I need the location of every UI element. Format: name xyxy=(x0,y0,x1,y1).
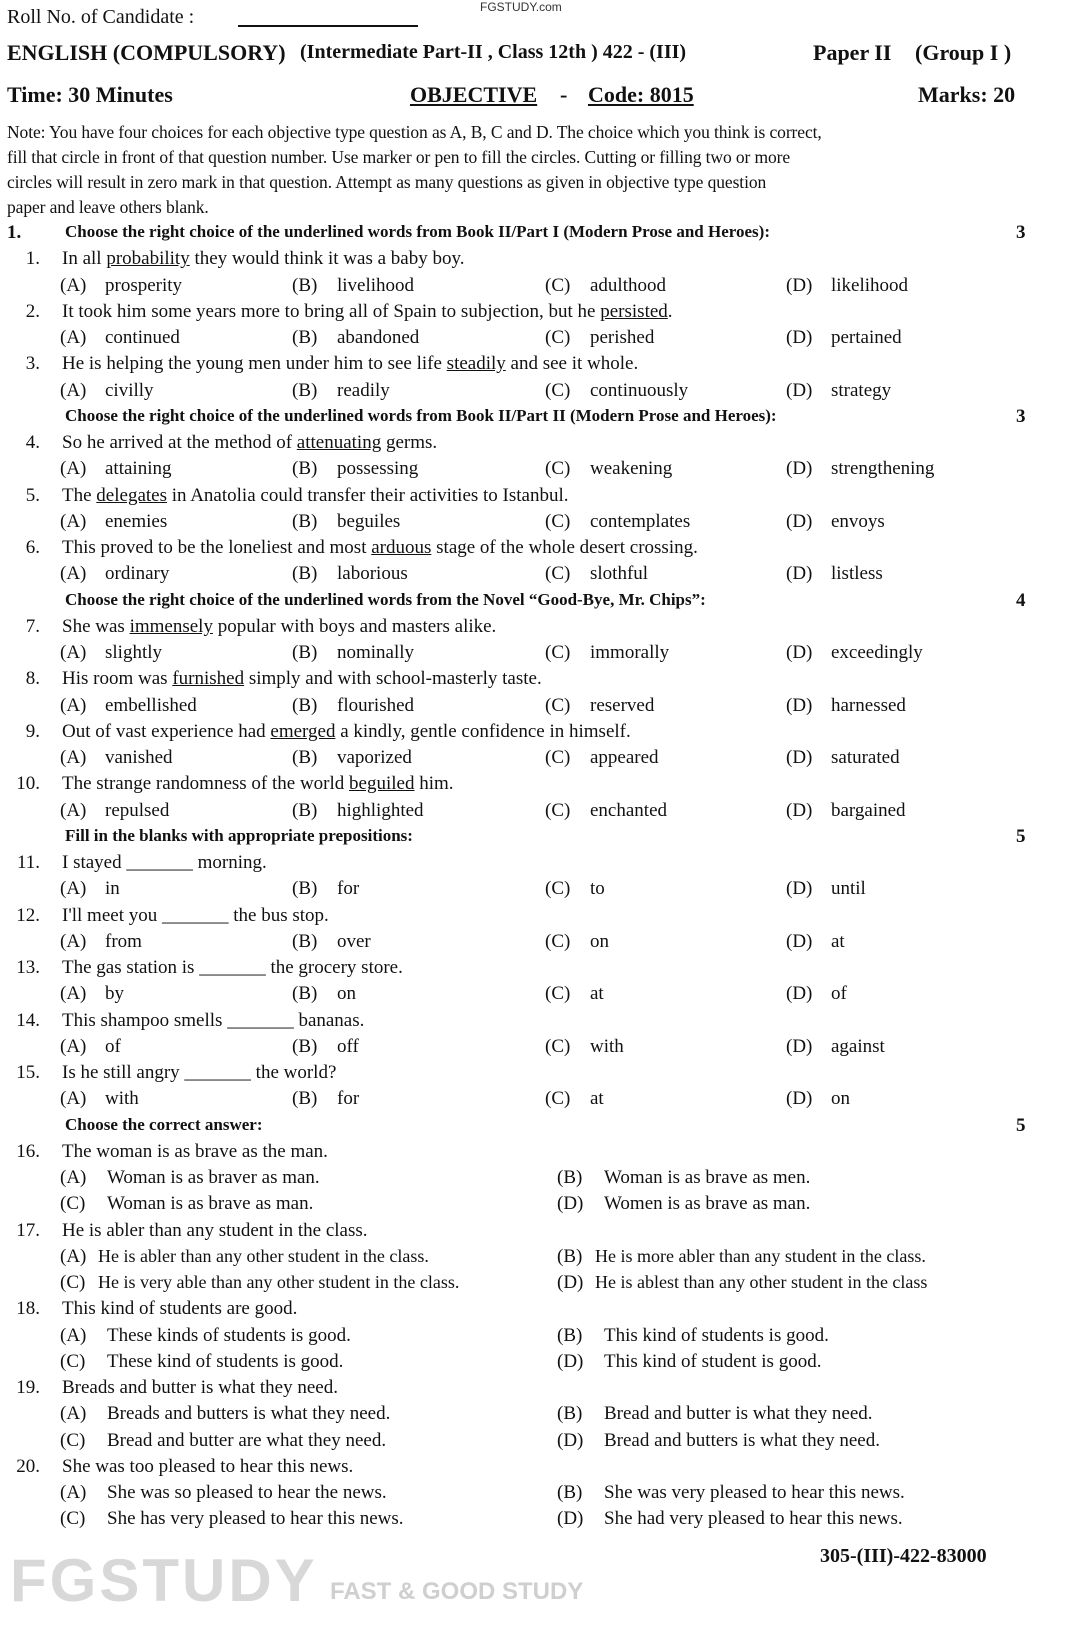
option-label[interactable]: (C) xyxy=(60,1272,86,1293)
option-label[interactable]: (A) xyxy=(60,1482,87,1503)
option-text[interactable]: Woman is as brave as men. xyxy=(604,1167,811,1188)
option-label[interactable]: (B) xyxy=(292,327,318,348)
roll-number-label: Roll No. of Candidate : xyxy=(7,6,195,28)
group-label: (Group I ) xyxy=(915,40,1012,65)
option-text[interactable]: against xyxy=(831,1035,885,1057)
question-text xyxy=(62,1141,328,1163)
option-label[interactable]: (B) xyxy=(292,458,318,480)
question-text-part: The strange randomness of the world xyxy=(62,773,350,795)
option-label[interactable]: (C) xyxy=(545,642,571,663)
paper-code: Code: 8015 xyxy=(588,82,694,107)
question-text xyxy=(62,248,464,270)
option-label[interactable]: (D) xyxy=(786,274,813,296)
question-text-part: This proved to be the loneliest and most xyxy=(62,537,372,558)
option-label[interactable]: (B) xyxy=(292,799,318,821)
level-info: (Intermediate Part-II , Class 12th ) 422 - (III) xyxy=(300,41,687,63)
question-text-part: and see it whole. xyxy=(505,353,639,375)
option-text[interactable]: She has very pleased to hear this news. xyxy=(107,1508,404,1530)
question-text-part: This kind of students are good. xyxy=(62,1298,298,1320)
option-text[interactable]: Bread and butter are what they need. xyxy=(107,1429,387,1451)
question-text xyxy=(62,537,698,559)
underlined-word: arduous xyxy=(371,537,432,558)
question-text xyxy=(62,616,496,638)
option-label[interactable]: (A) xyxy=(60,274,87,296)
option-label[interactable]: (C) xyxy=(545,510,571,532)
option-text[interactable]: laborious xyxy=(337,563,408,585)
underlined-word: immensely xyxy=(129,615,213,637)
question-text-part: simply and with school-masterly taste. xyxy=(244,668,542,690)
option-text[interactable]: of xyxy=(105,1035,121,1057)
option-text[interactable]: by xyxy=(105,983,124,1005)
option-label[interactable]: (D) xyxy=(557,1350,584,1372)
underlined-word: furnished xyxy=(172,668,245,690)
option-text[interactable]: saturated xyxy=(831,747,900,768)
option-text[interactable]: appeared xyxy=(590,747,659,768)
option-label[interactable]: (B) xyxy=(292,983,318,1005)
question-text xyxy=(62,485,569,507)
question-text-part: So he arrived at the method of xyxy=(62,432,297,453)
question-text-part: This shampoo smells _______ bananas. xyxy=(62,1009,365,1031)
option-text[interactable]: continuously xyxy=(590,379,689,401)
option-text[interactable]: attaining xyxy=(105,458,172,480)
option-label[interactable]: (A) xyxy=(60,379,87,401)
underlined-word: delegates xyxy=(96,484,167,506)
option-text[interactable]: This kind of students is good. xyxy=(604,1324,829,1346)
question-number: 6. xyxy=(25,537,40,558)
question-text-part: Out of vast experience had xyxy=(62,720,271,742)
option-label[interactable]: (A) xyxy=(60,1403,87,1425)
option-text[interactable]: She was very pleased to hear this news. xyxy=(604,1482,905,1503)
option-text[interactable]: at xyxy=(831,930,845,952)
option-label[interactable]: (B) xyxy=(292,1035,318,1057)
question-number: 13. xyxy=(16,957,40,978)
option-text[interactable]: These kinds of students is good. xyxy=(107,1324,351,1346)
option-text[interactable]: He is abler than any other student in the class. xyxy=(98,1245,429,1266)
section-marks: 3 xyxy=(1016,405,1026,427)
underlined-word: probability xyxy=(106,248,190,270)
option-label[interactable]: (A) xyxy=(60,1245,87,1267)
question-number: 20. xyxy=(16,1455,40,1477)
option-label[interactable]: (A) xyxy=(60,1167,87,1188)
question-text-part: popular with boys and masters alike. xyxy=(212,615,497,637)
option-label[interactable]: (C) xyxy=(545,799,571,821)
question-number: 1. xyxy=(25,248,40,270)
question-text xyxy=(62,773,454,795)
question-text-part: Breads and butter is what they need. xyxy=(62,1377,338,1398)
option-text[interactable]: at xyxy=(590,983,604,1005)
question-text-part: He is abler than any student in the class. xyxy=(62,1219,368,1241)
note-line: Note: You have four choices for each objective type question as A, B, C and D. The choice which you think is correct, xyxy=(7,122,822,142)
underlined-word: steadily xyxy=(446,353,506,375)
question-text xyxy=(62,432,437,454)
option-text[interactable]: adulthood xyxy=(590,274,666,296)
option-text[interactable]: readily xyxy=(337,379,390,401)
option-text[interactable]: He is more abler than any student in the class. xyxy=(595,1245,926,1266)
option-text[interactable]: flourished xyxy=(337,694,415,716)
option-text[interactable]: Women is as brave as man. xyxy=(604,1193,811,1215)
option-text[interactable]: in xyxy=(105,878,120,900)
option-label[interactable]: (D) xyxy=(786,642,813,663)
option-label[interactable]: (C) xyxy=(545,747,571,768)
question-text-part: him. xyxy=(414,773,454,795)
option-text[interactable]: Woman is as brave as man. xyxy=(107,1193,314,1215)
option-label[interactable]: (D) xyxy=(786,510,813,532)
option-label[interactable]: (D) xyxy=(786,458,813,480)
option-text[interactable]: strengthening xyxy=(831,458,935,480)
option-text[interactable]: This kind of student is good. xyxy=(604,1350,822,1372)
question-text-part: The gas station is _______ the grocery store. xyxy=(62,957,403,978)
option-text[interactable]: enchanted xyxy=(590,799,668,821)
option-text[interactable]: for xyxy=(337,878,360,900)
option-text[interactable]: ordinary xyxy=(105,563,170,585)
option-text[interactable]: of xyxy=(831,983,847,1005)
question-text-part: . xyxy=(667,300,673,322)
paper-label: Paper II xyxy=(813,40,892,65)
option-label[interactable]: (B) xyxy=(292,274,318,296)
question-number: 16. xyxy=(16,1140,40,1162)
question-text-part: It took him some years more to bring all of Spain to subjection, but he xyxy=(62,300,601,322)
option-label[interactable]: (C) xyxy=(60,1429,86,1451)
option-label[interactable]: (A) xyxy=(60,930,87,952)
option-label[interactable]: (A) xyxy=(60,510,87,532)
question-text xyxy=(62,1010,364,1032)
section-heading: Choose the right choice of the underlined words from Book II/Part I (Modern Prose and Heroes): xyxy=(65,222,770,241)
option-text[interactable]: envoys xyxy=(831,510,885,532)
option-text[interactable]: at xyxy=(590,1088,604,1110)
question-text-part: The xyxy=(62,484,97,506)
option-text[interactable]: continued xyxy=(105,327,180,348)
option-label[interactable]: (A) xyxy=(60,878,87,900)
option-text[interactable]: contemplates xyxy=(590,510,691,532)
option-label[interactable]: (A) xyxy=(60,1324,87,1346)
objective-label: OBJECTIVE xyxy=(410,82,538,107)
section-number: 1. xyxy=(7,222,22,243)
question-text xyxy=(62,957,403,979)
option-text[interactable]: Bread and butter is what they need. xyxy=(604,1403,873,1425)
section-heading: Choose the right choice of the underlined words from Book II/Part II (Modern Prose and Heroes): xyxy=(65,405,777,425)
option-text[interactable]: livelihood xyxy=(337,274,415,296)
option-text[interactable]: with xyxy=(590,1035,624,1057)
option-label[interactable]: (B) xyxy=(292,747,318,768)
question-number: 12. xyxy=(16,904,40,926)
option-text[interactable]: Woman is as braver as man. xyxy=(107,1167,320,1188)
option-text[interactable]: on xyxy=(831,1088,850,1110)
option-text[interactable]: on xyxy=(590,930,609,952)
option-label[interactable]: (D) xyxy=(557,1508,584,1530)
option-label[interactable]: (D) xyxy=(786,1035,813,1057)
option-text[interactable]: strategy xyxy=(831,379,892,401)
option-label[interactable]: (A) xyxy=(60,642,87,663)
question-text-part: Is he still angry _______ the world? xyxy=(62,1062,337,1083)
option-label[interactable]: (B) xyxy=(557,1482,583,1503)
question-text-part: She was too pleased to hear this news. xyxy=(62,1455,354,1477)
option-label[interactable]: (D) xyxy=(786,327,813,348)
question-text-part: stage of the whole desert crossing. xyxy=(431,537,698,558)
option-text[interactable]: from xyxy=(105,930,142,952)
option-label[interactable]: (D) xyxy=(786,930,813,952)
underlined-word: beguiled xyxy=(349,773,415,795)
option-label[interactable]: (C) xyxy=(545,274,571,296)
option-text[interactable]: These kind of students is good. xyxy=(107,1350,344,1372)
option-label[interactable]: (C) xyxy=(545,458,571,480)
option-text[interactable]: enemies xyxy=(105,510,168,532)
option-label[interactable]: (C) xyxy=(545,694,571,716)
option-text[interactable]: She had very pleased to hear this news. xyxy=(604,1508,903,1530)
question-text-part: He is helping the young men under him to see life xyxy=(62,353,447,375)
option-label[interactable]: (C) xyxy=(545,878,571,900)
question-number: 9. xyxy=(25,720,40,742)
question-number: 7. xyxy=(25,615,40,637)
option-label[interactable]: (C) xyxy=(60,1350,86,1372)
option-label[interactable]: (D) xyxy=(786,563,813,585)
question-text xyxy=(62,668,542,690)
question-number: 4. xyxy=(25,432,40,453)
time-label: Time: 30 Minutes xyxy=(7,82,173,107)
option-text[interactable]: Breads and butters is what they need. xyxy=(107,1403,391,1425)
section-heading: Choose the right choice of the underlined words from the Novel “Good-Bye, Mr. Chips”: xyxy=(65,589,706,609)
question-number: 2. xyxy=(25,300,40,322)
question-text-part: She was xyxy=(62,615,130,637)
question-text xyxy=(62,301,673,323)
option-text[interactable]: bargained xyxy=(831,799,906,821)
question-text xyxy=(62,1377,338,1399)
question-number: 18. xyxy=(16,1298,40,1320)
option-text[interactable]: He is ablest than any other student in the class xyxy=(595,1272,928,1292)
option-label[interactable]: (B) xyxy=(292,379,318,401)
section-marks: 5 xyxy=(1016,825,1026,847)
option-label[interactable]: (B) xyxy=(292,878,318,900)
option-text[interactable]: until xyxy=(831,878,866,900)
option-text[interactable]: slightly xyxy=(105,642,163,663)
note-line: circles will result in zero mark in that question. Attempt as many questions as given in objective type question xyxy=(7,172,767,192)
option-text[interactable]: harnessed xyxy=(831,694,906,716)
option-text[interactable]: beguiles xyxy=(337,510,401,532)
option-label[interactable]: (A) xyxy=(60,983,87,1005)
option-label[interactable]: (B) xyxy=(292,930,318,952)
option-label[interactable]: (D) xyxy=(786,694,813,716)
option-label[interactable]: (C) xyxy=(545,930,571,952)
question-number: 10. xyxy=(16,773,40,795)
question-text-part: His room was xyxy=(62,668,173,690)
option-text[interactable]: highlighted xyxy=(337,799,424,821)
question-text-part: germs. xyxy=(381,432,438,453)
underlined-word: persisted xyxy=(600,300,668,322)
question-text-part: I stayed _______ morning. xyxy=(62,852,267,873)
option-text[interactable]: for xyxy=(337,1088,360,1110)
underlined-word: emerged xyxy=(270,720,336,742)
marks-label: Marks: 20 xyxy=(918,82,1016,107)
footer-code: 305-(III)-422-83000 xyxy=(820,1545,987,1567)
question-text xyxy=(62,1220,368,1242)
option-label[interactable]: (B) xyxy=(292,642,318,663)
section-marks: 5 xyxy=(1016,1114,1026,1136)
question-text xyxy=(62,905,329,927)
question-text xyxy=(62,852,267,874)
option-text[interactable]: on xyxy=(337,983,356,1005)
option-text[interactable]: over xyxy=(337,930,371,952)
option-text[interactable]: likelihood xyxy=(831,274,909,296)
option-text[interactable]: exceedingly xyxy=(831,642,923,663)
option-label[interactable]: (C) xyxy=(545,563,571,585)
question-text-part: they would think it was a baby boy. xyxy=(189,248,465,270)
option-text[interactable]: weakening xyxy=(590,458,673,480)
option-label[interactable]: (A) xyxy=(60,1035,87,1057)
option-text[interactable]: abandoned xyxy=(337,327,420,348)
option-label[interactable]: (C) xyxy=(60,1193,86,1215)
option-text[interactable]: perished xyxy=(590,327,655,348)
question-number: 8. xyxy=(25,668,40,690)
option-text[interactable]: slothful xyxy=(590,563,649,585)
option-label[interactable]: (C) xyxy=(60,1508,86,1530)
question-number: 15. xyxy=(16,1062,40,1083)
option-text[interactable]: repulsed xyxy=(105,799,170,821)
option-label[interactable]: (D) xyxy=(557,1272,584,1293)
subject-title: ENGLISH (COMPULSORY) xyxy=(7,40,286,65)
option-label[interactable]: (D) xyxy=(786,747,813,768)
option-label[interactable]: (B) xyxy=(292,694,318,716)
option-label[interactable]: (B) xyxy=(557,1167,583,1188)
option-label[interactable]: (C) xyxy=(545,1035,571,1057)
option-text[interactable]: He is very able than any other student in the class. xyxy=(98,1272,460,1292)
option-label[interactable]: (D) xyxy=(786,878,813,900)
option-label[interactable]: (B) xyxy=(292,1088,318,1110)
option-text[interactable]: vaporized xyxy=(337,747,412,768)
heading-separator: - xyxy=(560,82,568,107)
question-number: 5. xyxy=(25,484,40,506)
option-text[interactable]: She was so pleased to hear the news. xyxy=(107,1482,387,1503)
option-label[interactable]: (B) xyxy=(292,563,318,585)
question-text xyxy=(62,1298,297,1320)
question-number: 11. xyxy=(16,852,40,873)
option-text[interactable]: Bread and butters is what they need. xyxy=(604,1429,880,1451)
option-text[interactable]: pertained xyxy=(831,327,902,348)
question-number: 3. xyxy=(25,353,40,375)
option-label[interactable]: (D) xyxy=(786,799,813,821)
option-label[interactable]: (B) xyxy=(557,1403,583,1425)
option-text[interactable]: vanished xyxy=(105,747,173,768)
question-number: 19. xyxy=(16,1377,40,1398)
section-heading: Fill in the blanks with appropriate prepositions: xyxy=(65,825,413,845)
option-text[interactable]: prosperity xyxy=(105,274,183,296)
option-text[interactable]: possessing xyxy=(337,458,419,480)
question-text-part: The woman is as brave as the man. xyxy=(62,1140,328,1162)
option-text[interactable]: immorally xyxy=(590,642,670,663)
option-label[interactable]: (A) xyxy=(60,327,87,348)
option-label[interactable]: (D) xyxy=(557,1429,584,1451)
option-text[interactable]: civilly xyxy=(105,379,154,401)
option-label[interactable]: (C) xyxy=(545,983,571,1005)
question-text xyxy=(62,721,631,743)
question-number: 17. xyxy=(16,1219,40,1241)
watermark-tagline: FAST & GOOD STUDY xyxy=(330,1578,584,1605)
option-label[interactable]: (A) xyxy=(60,563,87,585)
watermark-text: FGSTUDY.com xyxy=(480,0,562,14)
section-marks: 3 xyxy=(1016,222,1026,243)
watermark-logo: FGSTUDY xyxy=(10,1547,318,1614)
option-label[interactable]: (D) xyxy=(557,1193,584,1215)
option-text[interactable]: off xyxy=(337,1035,359,1057)
option-label[interactable]: (C) xyxy=(545,1088,571,1110)
option-label[interactable]: (B) xyxy=(557,1324,583,1346)
option-label[interactable]: (A) xyxy=(60,458,87,480)
question-text-part: In all xyxy=(62,248,107,270)
question-text xyxy=(62,1062,336,1084)
option-text[interactable]: nominally xyxy=(337,642,415,663)
option-label[interactable]: (B) xyxy=(292,510,318,532)
option-label[interactable]: (C) xyxy=(545,379,571,401)
question-text xyxy=(62,353,638,375)
option-label[interactable]: (C) xyxy=(545,327,571,348)
section-heading: Choose the correct answer: xyxy=(65,1114,263,1134)
underlined-word: attenuating xyxy=(296,432,382,453)
option-label[interactable]: (D) xyxy=(786,983,813,1005)
option-text[interactable]: listless xyxy=(831,563,883,585)
option-label[interactable]: (A) xyxy=(60,694,87,716)
option-text[interactable]: reserved xyxy=(590,694,655,716)
option-label[interactable]: (A) xyxy=(60,747,87,768)
section-marks: 4 xyxy=(1016,589,1026,611)
roll-number-field[interactable] xyxy=(238,25,418,27)
option-text[interactable]: with xyxy=(105,1088,139,1110)
question-number: 14. xyxy=(16,1009,40,1031)
option-text[interactable]: embellished xyxy=(105,694,197,716)
question-text xyxy=(62,1456,353,1478)
option-text[interactable]: to xyxy=(590,878,605,900)
question-text-part: in Anatolia could transfer their activities to Istanbul. xyxy=(166,484,569,506)
note-line: fill that circle in front of that question number. Use marker or pen to fill the circles. Cutting or filling two or more xyxy=(7,147,791,167)
question-text-part: a kindly, gentle confidence in himself. xyxy=(335,720,631,742)
option-label[interactable]: (D) xyxy=(786,379,813,401)
option-label[interactable]: (B) xyxy=(557,1245,583,1267)
question-text-part: I'll meet you _______ the bus stop. xyxy=(62,904,329,926)
option-label[interactable]: (A) xyxy=(60,799,87,821)
option-label[interactable]: (A) xyxy=(60,1088,87,1110)
note-line: paper and leave others blank. xyxy=(7,197,209,217)
option-label[interactable]: (D) xyxy=(786,1088,813,1110)
